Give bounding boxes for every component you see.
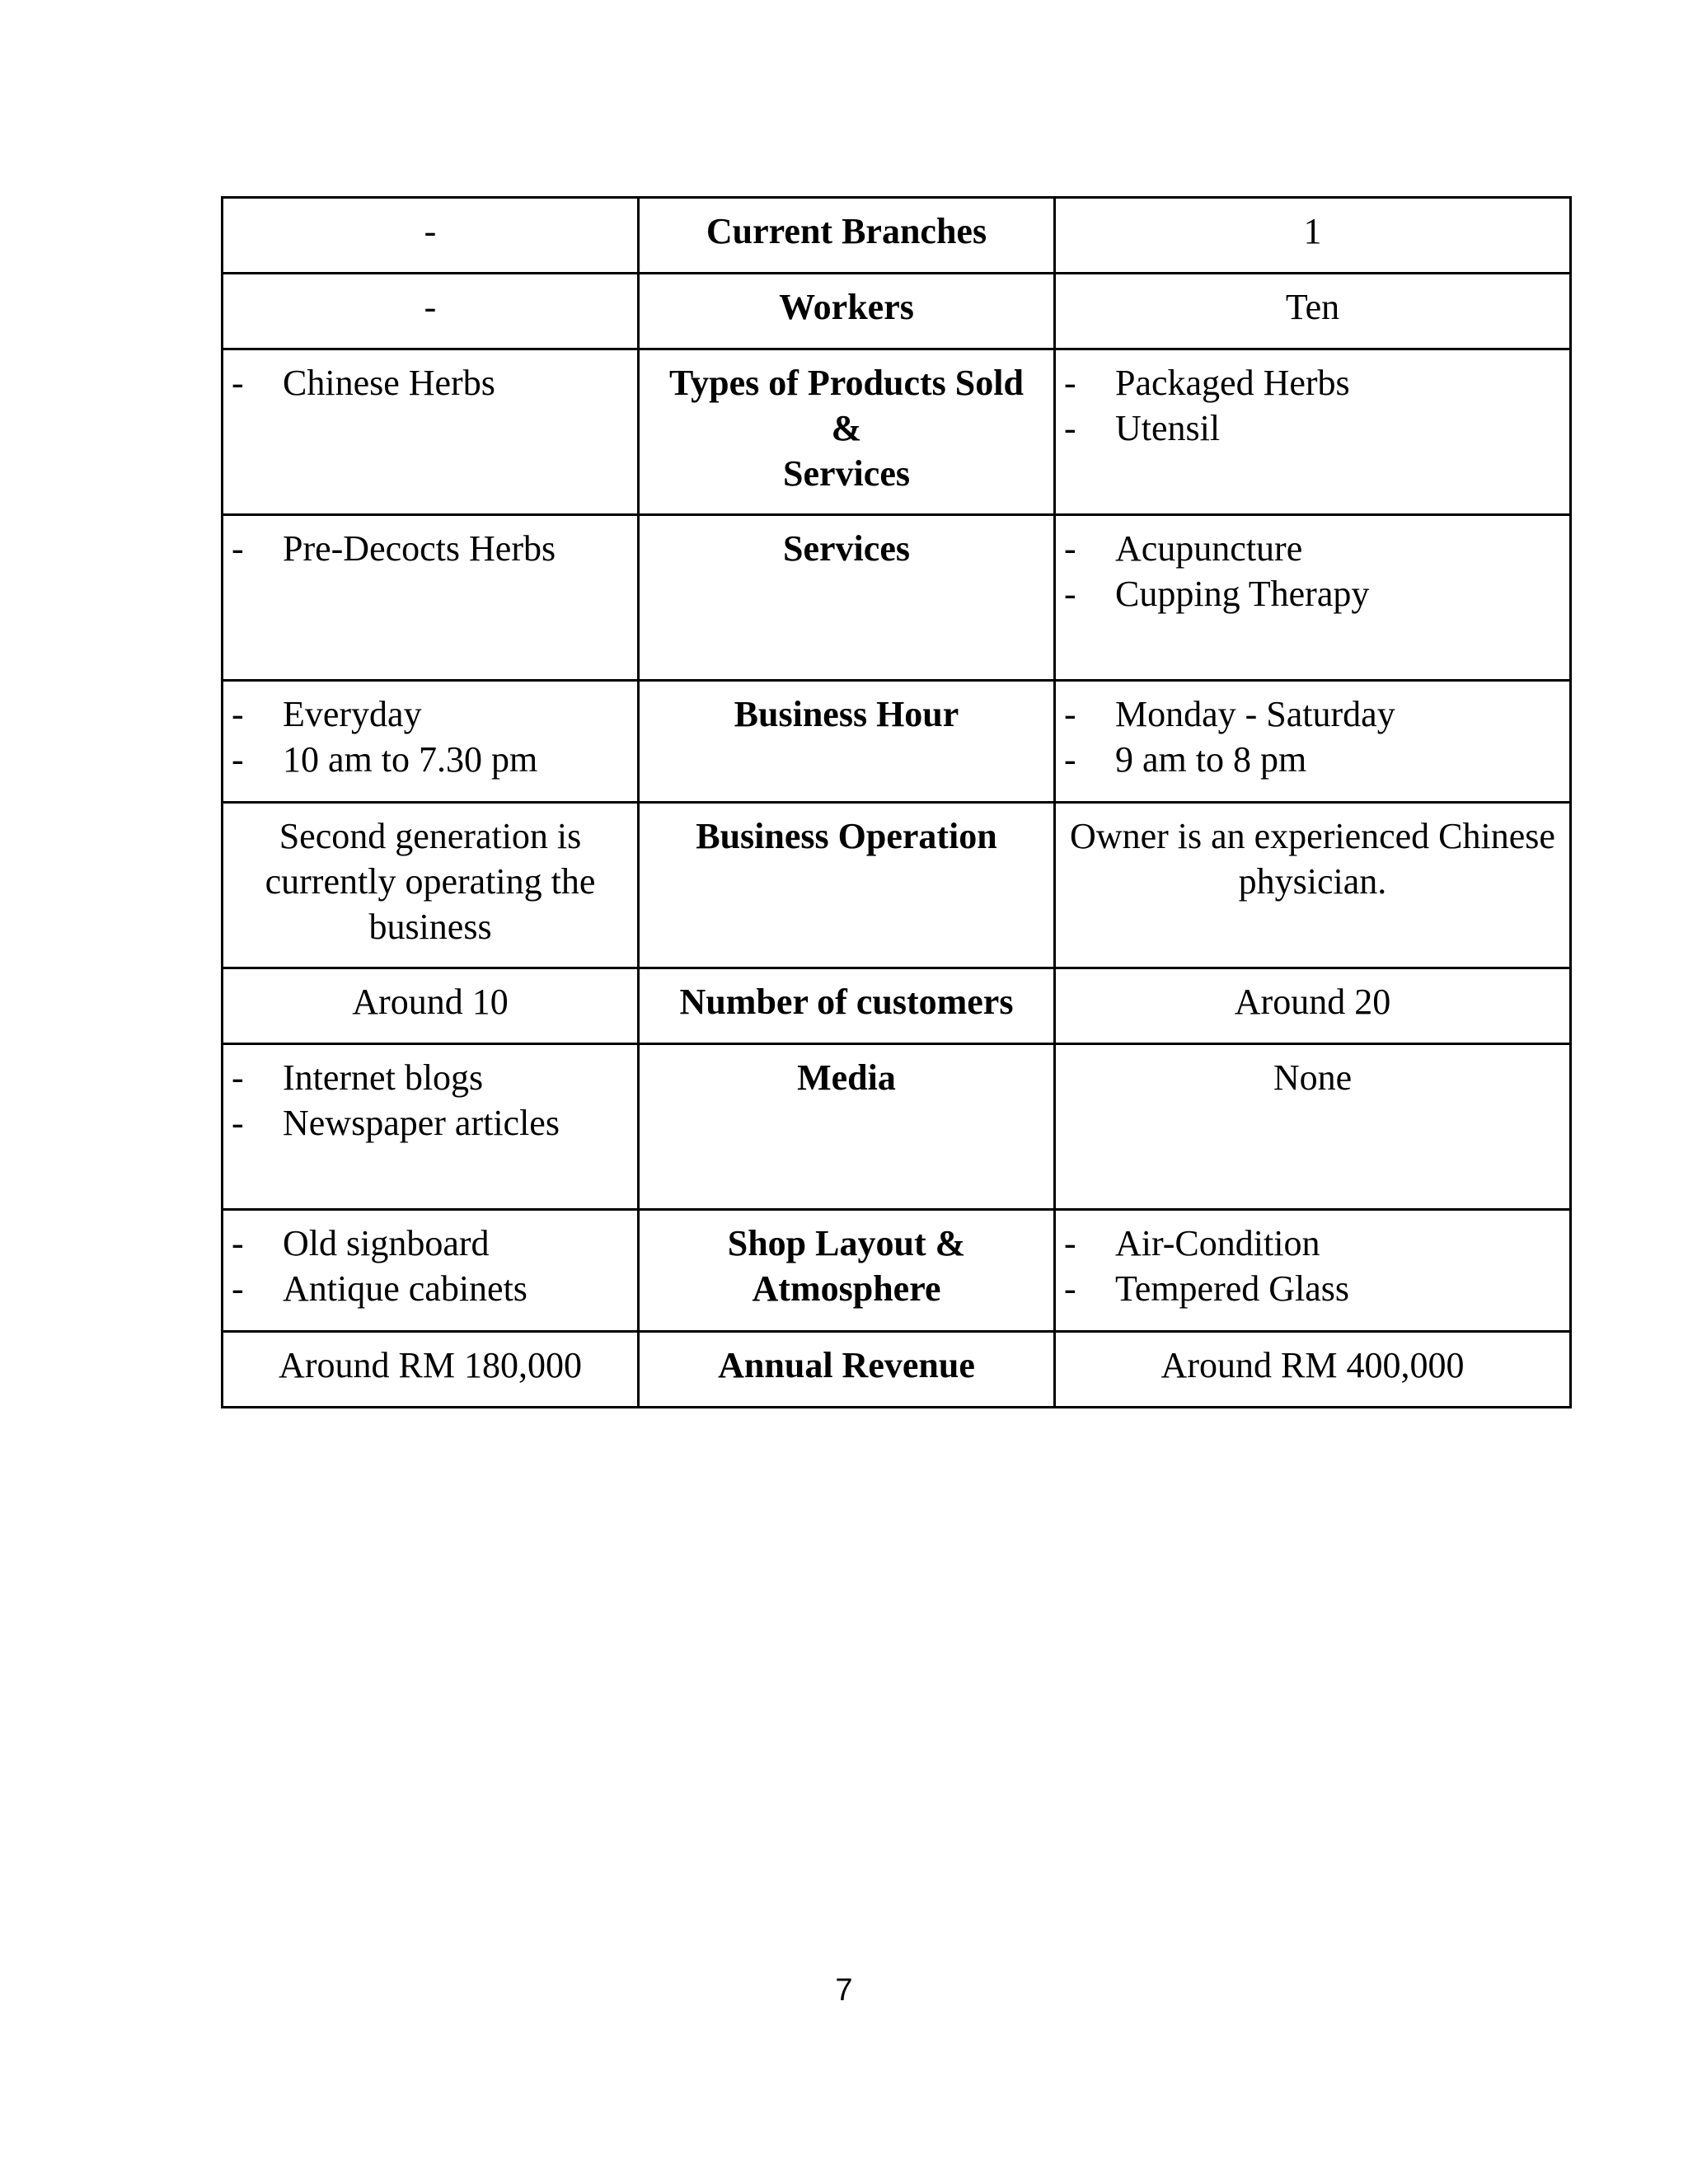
row-label: Business Hour	[734, 694, 959, 734]
table-cell-left	[223, 1210, 639, 1332]
page-number: 7	[835, 1973, 853, 2008]
bullet-item: - 10 am to 7.30 pm	[232, 737, 629, 782]
bullet-list	[232, 360, 629, 405]
bullet-item: - Cupping Therapy	[1064, 571, 1561, 616]
bullet-item: - Air-Condition	[1064, 1221, 1561, 1266]
row-label-cell	[639, 349, 1055, 515]
table-row	[223, 274, 1571, 349]
table-row	[223, 349, 1571, 515]
table-cell-right	[1055, 1044, 1571, 1210]
table-row	[223, 515, 1571, 681]
cell-text: Second generation is currently operating the business	[265, 816, 596, 947]
bullet-item: - Antique cabinets	[232, 1266, 629, 1311]
table-cell-left	[223, 1044, 639, 1210]
table-cell-left	[223, 274, 639, 349]
table-cell-right	[1055, 198, 1571, 274]
row-label-cell	[639, 1332, 1055, 1408]
table-row	[223, 1210, 1571, 1332]
table-row	[223, 1044, 1571, 1210]
row-label: Current Branches	[706, 211, 987, 251]
table-cell-left	[223, 681, 639, 803]
row-label: Number of customers	[679, 982, 1014, 1022]
bullet-list	[232, 691, 629, 782]
table-cell-left	[223, 198, 639, 274]
row-label: Business Operation	[696, 816, 997, 856]
bullet-list	[1064, 360, 1561, 451]
cell-text: Around 20	[1234, 982, 1391, 1022]
row-label-cell	[639, 968, 1055, 1044]
bullet-item: - Monday - Saturday	[1064, 691, 1561, 737]
cell-text: Ten	[1285, 287, 1340, 327]
row-label: Services	[783, 453, 910, 494]
table-row	[223, 968, 1571, 1044]
table-cell-left	[223, 803, 639, 968]
row-label-cell	[639, 1210, 1055, 1332]
row-label: Services	[783, 528, 910, 569]
bullet-list	[232, 1221, 629, 1311]
table-cell-right	[1055, 274, 1571, 349]
table-cell-right	[1055, 681, 1571, 803]
table-cell-left	[223, 968, 639, 1044]
bullet-item: - Everyday	[232, 691, 629, 737]
row-label-cell	[639, 1044, 1055, 1210]
table-row	[223, 681, 1571, 803]
cell-text: -	[424, 211, 437, 251]
bullet-list	[1064, 691, 1561, 782]
table-cell-left	[223, 349, 639, 515]
bullet-item: - Utensil	[1064, 405, 1561, 451]
table-row	[223, 198, 1571, 274]
row-label-cell	[639, 274, 1055, 349]
bullet-item: - 9 am to 8 pm	[1064, 737, 1561, 782]
bullet-item: - Packaged Herbs	[1064, 360, 1561, 405]
table-cell-right	[1055, 1210, 1571, 1332]
bullet-list	[1064, 526, 1561, 616]
bullet-item: - Old signboard	[232, 1221, 629, 1266]
bullet-item: - Internet blogs	[232, 1055, 629, 1100]
row-label: Annual Revenue	[718, 1345, 975, 1385]
bullet-item: - Tempered Glass	[1064, 1266, 1561, 1311]
row-label-cell	[639, 803, 1055, 968]
bullet-list	[232, 526, 629, 571]
bullet-item: - Pre-Decocts Herbs	[232, 526, 629, 571]
cell-text: Around 10	[352, 982, 509, 1022]
row-label: Workers	[779, 287, 914, 327]
bullet-list	[1064, 1221, 1561, 1311]
row-label-cell	[639, 681, 1055, 803]
bullet-item: - Acupuncture	[1064, 526, 1561, 571]
table-cell-right	[1055, 968, 1571, 1044]
table-cell-right	[1055, 1332, 1571, 1408]
row-label: Atmosphere	[752, 1268, 941, 1309]
cell-text: Around RM 180,000	[279, 1345, 582, 1385]
comparison-table-body	[223, 198, 1571, 1408]
table-cell-left	[223, 1332, 639, 1408]
cell-text: -	[424, 287, 437, 327]
row-label: Media	[797, 1057, 896, 1098]
comparison-table	[221, 196, 1572, 1408]
table-cell-left	[223, 515, 639, 681]
table-cell-right	[1055, 515, 1571, 681]
bullet-item: - Newspaper articles	[232, 1100, 629, 1146]
cell-text: Owner is an experienced Chinese physician.	[1070, 816, 1555, 902]
cell-text: 1	[1303, 211, 1322, 251]
cell-text: None	[1273, 1057, 1353, 1098]
row-label: Shop Layout &	[727, 1223, 966, 1263]
bullet-list	[232, 1055, 629, 1146]
bullet-item: - Chinese Herbs	[232, 360, 629, 405]
row-label-cell	[639, 198, 1055, 274]
cell-text: Around RM 400,000	[1160, 1345, 1465, 1385]
row-label: &	[831, 408, 862, 448]
row-label-cell	[639, 515, 1055, 681]
table-cell-right	[1055, 803, 1571, 968]
row-label: Types of Products Sold	[669, 363, 1024, 403]
table-row	[223, 1332, 1571, 1408]
table-cell-right	[1055, 349, 1571, 515]
table-row	[223, 803, 1571, 968]
